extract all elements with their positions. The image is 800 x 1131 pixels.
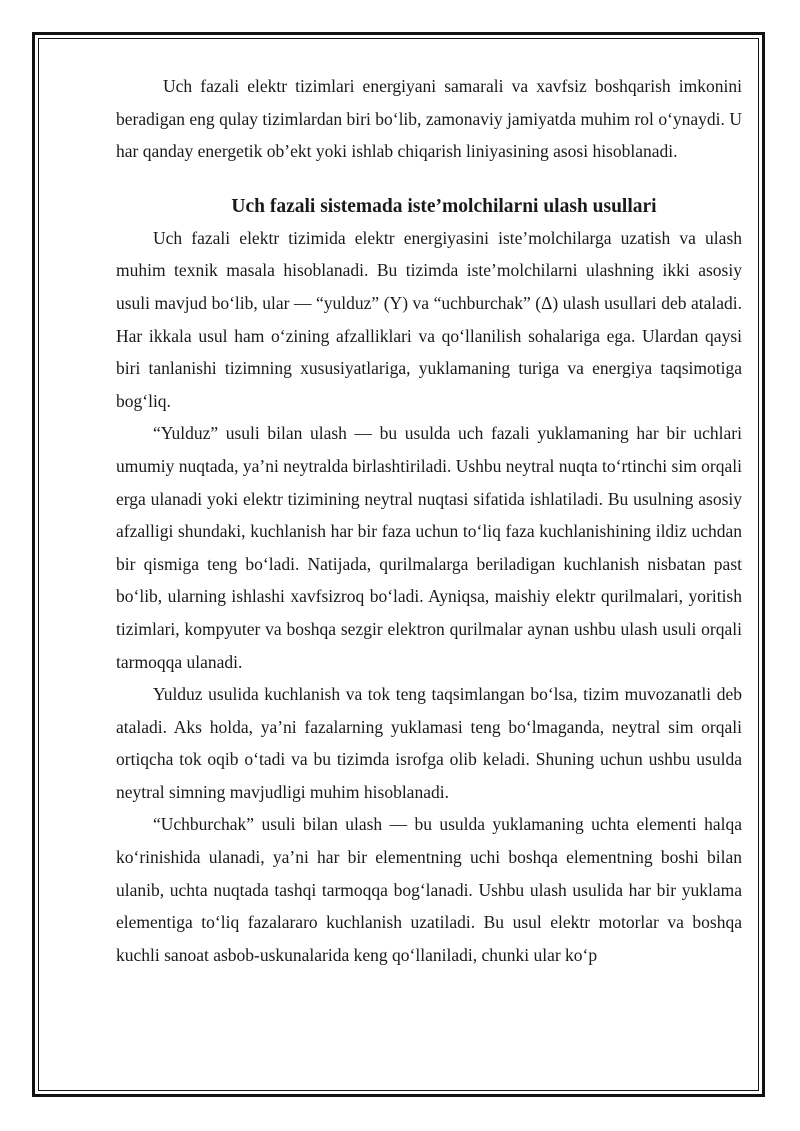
section-heading: Uch fazali sistemada iste’molchilarni ulash usullari [231,195,657,217]
document-body [116,70,742,971]
paragraph-overview: Uch fazali elektr tizimida elektr energiyasini iste’molchilarga uzatish va ulash muhim texnik masala hisoblanadi. Bu tizimda iste’molchilarni ulashning ikki asosiy usuli mavjud bo‘lib, ular — “yulduz” (Y) va “uchburchak” (Δ) ulash usullari deb ataladi. Har ikkala usul ham o‘zining afzalliklari va qo‘llanilish sohalariga ega. Ulardan qaysi biri tanlanishi tizimning xususiyatlariga, yuklamaning turiga va energiya taqsimotiga bog‘liq. [116,227,742,411]
paragraph-delta-connection: “Uchburchak” usuli bilan ulash — bu usulda yuklamaning uchta elementi halqa ko‘rinishida ulanadi, ya’ni har bir elementning uchi boshqa elementning boshi bilan ulanib, uchta nuqtada tashqi tarmoqqa bog‘lanadi. Ushbu ulash usulida har bir yuklama elementiga to‘liq fazalararo kuchlanish uzatiladi. Bu usul elektr motorlar va boshqa kuchli sanoat asbob-uskunalarida keng qo‘llaniladi, chunki ular ko‘p [116,814,742,965]
paragraph-star-connection: “Yulduz” usuli bilan ulash — bu usulda uch fazali yuklamaning har bir uchlari umumiy nuqtada, ya’ni neytralda birlashtiriladi. Ushbu neytral nuqta to‘rtinchi sim orqali erga ulanadi yoki elektr tizimining neytral nuqtasi sifatida ishlatiladi. Bu usulning asosiy afzalligi shundaki, kuchlanish har bir faza uchun to‘liq faza kuchlanishining ildiz uchdan bir qismiga teng bo‘ladi. Natijada, qurilmalarga beriladigan kuchlanish nisbatan past bo‘lib, ularning ishlashi xavfsizroq bo‘ladi. Ayniqsa, maishiy elektr qurilmalari, yoritish tizimlari, kompyuter va boshqa sezgir elektron qurilmalar aynan ushbu ulash usuli orqali tarmoqqa ulanadi. [116,423,742,672]
intro-paragraph: Uch fazali elektr tizimlari energiyani samarali va xavfsiz boshqarish imkonini beradigan eng qulay tizimlardan biri bo‘lib, zamonaviy jamiyatda muhim rol o‘ynaydi. U har qanday energetik ob’ekt yoki ishlab chiqarish liniyasining asosi hisoblanadi. [116,76,742,162]
paragraph-star-balance: Yulduz usulida kuchlanish va tok teng taqsimlangan bo‘lsa, tizim muvozanatli deb ataladi. Aks holda, ya’ni fazalarning yuklamasi teng bo‘lmaganda, neytral sim orqali ortiqcha tok oqib o‘tadi va bu tizimda isrofga olib keladi. Shuning uchun ushbu usulda neytral simning mavjudligi muhim hisoblanadi. [116,684,742,802]
